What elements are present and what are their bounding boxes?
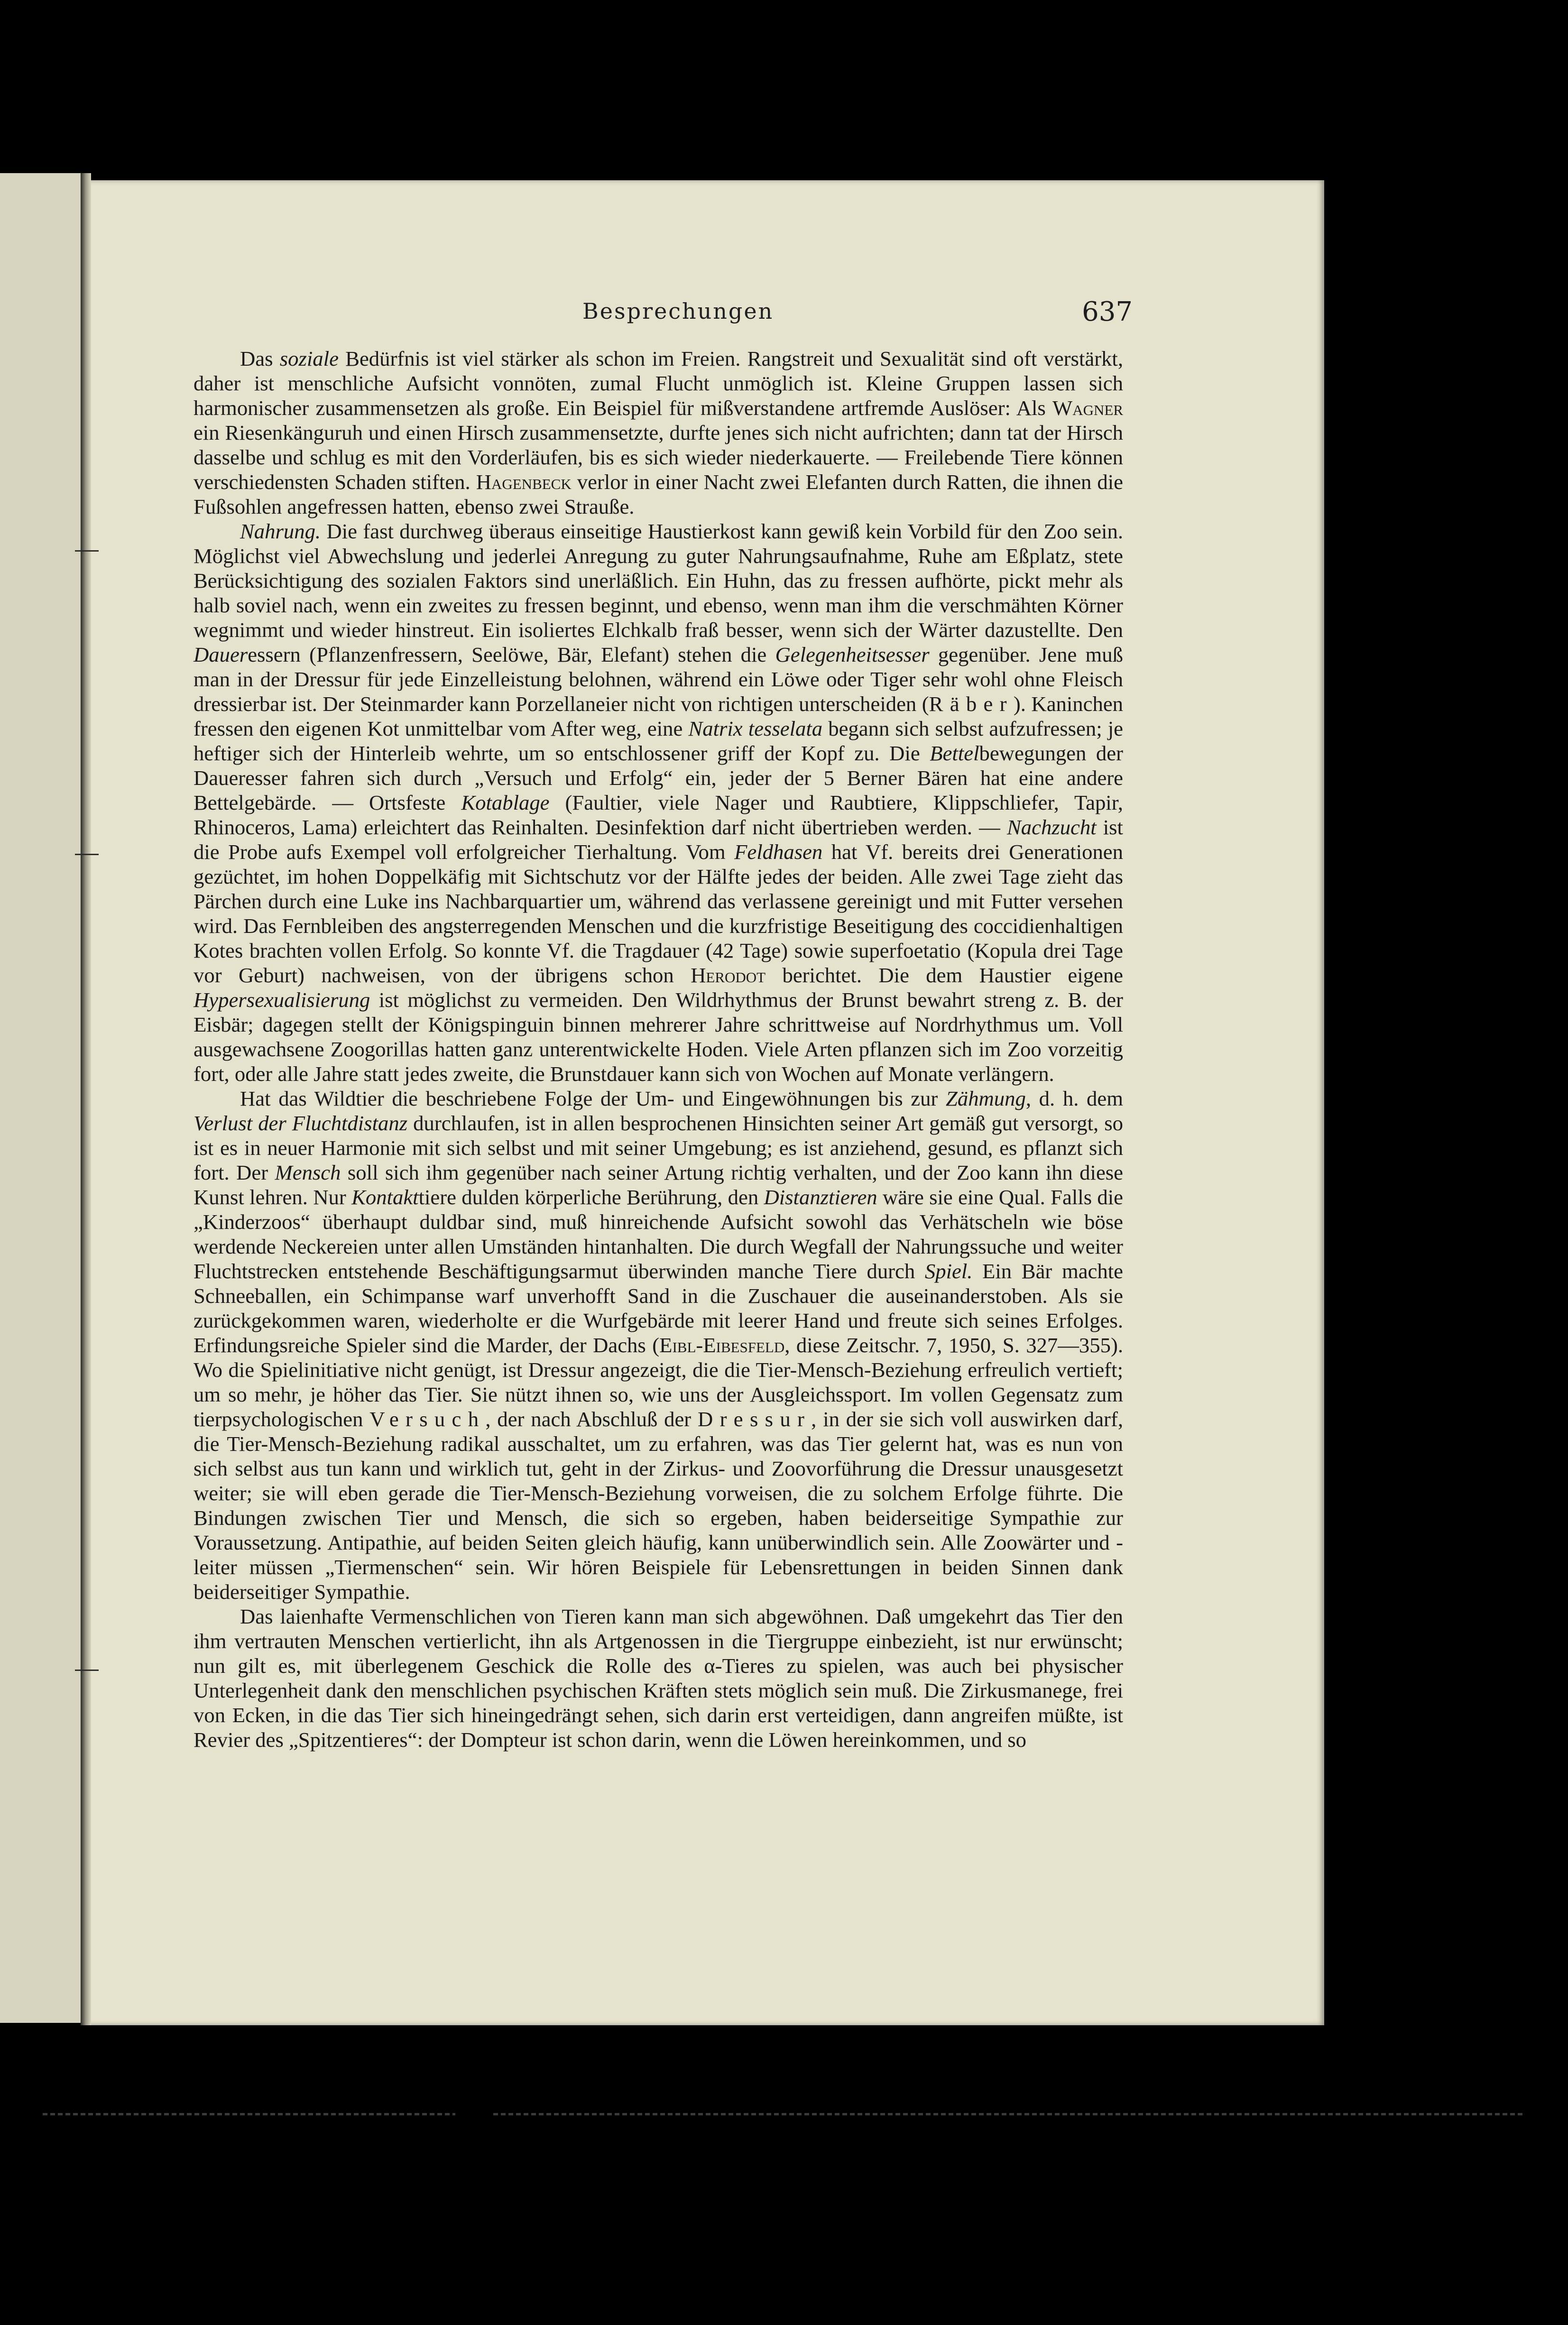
article-body bbox=[194, 346, 1123, 1752]
text-run: soll sich ihm gegenüber nach seiner Artung richtig verhalten, und der Zoo kann ihn diese Kunst lehren. Nur bbox=[194, 1161, 1123, 1209]
italic-term: Mensch bbox=[275, 1161, 341, 1184]
page-number: 637 bbox=[1082, 296, 1133, 327]
author-name: Hagenbeck bbox=[476, 470, 572, 494]
author-name: Herodot bbox=[691, 963, 766, 987]
paragraph bbox=[194, 1086, 1123, 1604]
spaced-term: Versuch bbox=[369, 1407, 486, 1431]
paragraph bbox=[194, 346, 1123, 519]
italic-term: Nahrung. bbox=[240, 519, 321, 543]
text-run: begann sich selbst aufzufressen; je heftiger sich der Hinterleib wehrte, um so entschlossener griff der Kopf zu. Die bbox=[194, 717, 1123, 765]
text-run: essern (Pflanzenfressern, Seelöwe, Bär, Elefant) stehen die bbox=[248, 643, 775, 666]
text-run: gegenüber. Jene muß man in der Dressur für jede Einzelleistung belohnen, während ein Löwe oder Tiger sehr wohl ohne Fleisch dressierbar ist. Der Steinmarder kann Porzellaneier nicht von richtigen unterscheiden ( bbox=[194, 643, 1123, 716]
italic-term: Dauer bbox=[194, 643, 248, 666]
italic-term: Zähmung bbox=[946, 1087, 1026, 1110]
text-run: ). Kaninchen fressen den eigenen Kot unmittelbar vom After weg, eine bbox=[194, 692, 1123, 740]
running-header bbox=[582, 296, 1133, 330]
italic-term: Kontakt bbox=[351, 1185, 419, 1209]
italic-term: Feldhasen bbox=[734, 840, 823, 864]
italic-term: Nachzucht bbox=[1006, 815, 1097, 839]
running-title: Besprechungen bbox=[582, 298, 774, 324]
text-run: , d. h. dem bbox=[1025, 1087, 1123, 1110]
text-run: Hat das Wildtier die beschriebene Folge der Um- und Eingewöhnungen bis zur bbox=[240, 1087, 946, 1110]
italic-term: Distanztieren bbox=[764, 1185, 877, 1209]
text-run: bewegungen der Daueresser fahren sich durch „Versuch und Erfolg“ ein, jeder der 5 Berner Bären hat eine andere Bettelgebärde. — Ortsfeste bbox=[194, 741, 1123, 814]
text-run: Ein Bär machte Schneeballen, ein Schimpanse warf unverhofft Sand in die Zuschauer die auseinanderstoben. Als sie zurückgekommen waren, wiederholte er die Wurfgebärde mit leerer Hand und freute sich seines Erfolges. Erfindungsreiche Spieler sind die Marder, der Dachs ( bbox=[194, 1259, 1123, 1357]
italic-term: Natrix tesselata bbox=[688, 717, 823, 740]
text-run: tiere dulden körperliche Berührung, den bbox=[418, 1185, 764, 1209]
italic-term: Hypersexualisierung bbox=[194, 988, 370, 1012]
text-run: durchlaufen, ist in allen besprochenen Hinsichten seiner Art gemäß gut versorgt, so ist es in neuer Harmonie mit sich selbst und mit seiner Umgebung; es ist anziehend, gesund, es pflanzt sich fort. Der bbox=[194, 1111, 1123, 1184]
spaced-term: Dressur bbox=[698, 1407, 812, 1431]
text-run: wäre sie eine Qual. Falls die „Kinderzoos“ überhaupt duldbar sind, muß hinreichende Aufsicht sowohl das Verhätscheln wie böse werdende Neckereien unter allen Umständen hintanhalten. Die durch Wegfall der Nahrungssuche und weiter Fluchtstrecken entstehende Beschäftigungsarmut überwinden manche Tiere durch bbox=[194, 1185, 1124, 1283]
italic-term: Spiel. bbox=[924, 1259, 973, 1283]
table-edge bbox=[43, 2113, 455, 2115]
text-run: , in der sie sich voll auswirken darf, die Tier-Mensch-Beziehung radikal ausschaltet, um zu erfahren, was das Tier gelernt hat, was es nun von sich selbst aus tun kann und wirklich tut, geht in der Zirkus- und Zoovorführung die Dressur unausgesetzt weiter; sie will eben gerade die Tier-Mensch-Beziehung vorweisen, die zu solchem Erfolge führte. Die Bindungen zwischen Tier und Mensch, die sich so ergeben, haben beiderseitige Sympathie zur Voraussetzung. Antipathie, auf beiden Seiten gleich häufig, kann unüberwindlich sein. Alle Zoowärter und -leiter müssen „Tiermenschen“ sein. Wir hören Beispiele für Lebensrettungen in beiden Sinnen dank beiderseitiger Sympathie. bbox=[194, 1407, 1123, 1604]
table-edge bbox=[493, 2113, 1522, 2115]
text-run: (Faultier, viele Nager und Raubtiere, Klippschliefer, Tapir, Rhinoceros, Lama) erleichtert das Reinhalten. Desinfektion darf nicht übertrieben werden. — bbox=[194, 791, 1123, 839]
italic-term: Gelegenheitsesser bbox=[775, 643, 930, 666]
text-run: Die fast durchweg überaus einseitige Haustierkost kann gewiß kein Vorbild für den Zoo sein. Möglichst viel Abwechslung und jederlei Anregung zu guter Nahrungsaufnahme, Ruhe am Eßplatz, stete Berücksichtigung des sozialen Faktors sind unerläßlich. Ein Huhn, das zu fressen aufhörte, pickt mehr als halb soviel nach, wenn ein zweites zu fressen beginnt, und ebenso, wenn man ihm die verschmähten Körner wegnimmt und wieder hinstreut. Ein isoliertes Elchkalb fraß besser, wenn sich der Wärter dazustellte. Den bbox=[194, 519, 1123, 642]
text-run: , der nach Abschluß der bbox=[485, 1407, 698, 1431]
text-run: ist die Probe aufs Exempel voll erfolgreicher Tierhaltung. Vom bbox=[194, 815, 1123, 864]
italic-term: soziale bbox=[279, 347, 339, 370]
text-run: ein Riesenkänguruh und einen Hirsch zusammensetzte, durfte jenes sich nicht aufrichten; dann tat der Hirsch dasselbe und schlug es mit den Vorderläufen, bis es sich wieder niederkauerte. — Freilebende Tiere können verschiedensten Schaden stiften. bbox=[194, 421, 1123, 494]
author-name: Wagner bbox=[1052, 396, 1123, 420]
page-gutter bbox=[81, 173, 91, 2025]
text-run: hat Vf. bereits drei Generationen gezüchtet, im hohen Doppelkäfig mit Sichtschutz vor der Hälfte jedes der beiden. Alle zwei Tage zieht das Pärchen durch eine Luke ins Nachbarquartier um, während das verlassene gereinigt und mit Futter versehen wird. Das Fernbleiben des angsterregenden Menschen und die kurzfristige Beseitigung des coccidienhaltigen Kotes brachten vollen Erfolg. So konnte Vf. die Tragdauer (42 Tage) sowie superfoetatio (Kopula drei Tage vor Geburt) nachweisen, von der übrigens schon bbox=[194, 840, 1123, 987]
left-page-edge bbox=[0, 173, 83, 2023]
margin-mark bbox=[75, 854, 99, 855]
paragraph bbox=[194, 519, 1123, 1086]
paragraph bbox=[194, 1604, 1123, 1752]
text-run: berichtet. Die dem Haustier eigene bbox=[766, 963, 1123, 987]
text-run: ist möglichst zu vermeiden. Den Wildrhythmus der Brunst bewahrt streng z. B. der Eisbär; dagegen stellt der Königspinguin binnen mehrerer Jahre schrittweise auf Nordrhythmus um. Voll ausgewachsene Zoogorillas hatten ganz unterentwickelte Hoden. Viele Arten pflanzen sich im Zoo vorzeitig fort, oder alle Jahre statt jedes zweite, die Brunstdauer kann sich von Wochen auf Monate verlängern. bbox=[194, 988, 1123, 1086]
margin-mark bbox=[75, 1670, 99, 1671]
text-run: Das laienhafte Vermenschlichen von Tieren kann man sich abgewöhnen. Daß umgekehrt das Tier den ihm vertrauten Menschen vertierlicht, ihn als Artgenossen in die Tiergruppe einbezieht, ist nur erwünscht; nun gilt es, mit überlegenem Geschick die Rolle des α-Tieres zu spielen, was auch bei physischer Unterlegenheit dank den menschlichen psychischen Kräften stets möglich sein muß. Die Zirkusmanege, frei von Ecken, in die das Tier sich hineingedrängt sehen, sich darin erst verteidigen, dann angreifen müßte, ist Revier des „Spitzentieres“: der Dompteur ist schon darin, wenn die Löwen hereinkommen, und so bbox=[194, 1605, 1123, 1752]
margin-mark bbox=[75, 550, 99, 552]
italic-term: Verlust der Fluchtdistanz bbox=[194, 1111, 408, 1135]
text-run: verlor in einer Nacht zwei Elefanten durch Ratten, die ihnen die Fußsohlen angefressen hatten, ebenso zwei Strauße. bbox=[194, 470, 1123, 518]
text-run: Das bbox=[240, 347, 280, 370]
author-name: Eibl-Eibesfeld bbox=[659, 1333, 785, 1357]
text-run: , diese Zeitschr. 7, 1950, S. 327—355). Wo die Spielinitiative nicht genügt, ist Dressur angezeigt, die die Tier-Mensch-Beziehung erfreulich vertieft; um so mehr, je höher das Tier. Sie nützt ihnen so, wie uns der Ausgleichssport. Im vollen Gegensatz zum tierpsychologischen bbox=[194, 1333, 1124, 1431]
italic-term: Kotablage bbox=[461, 791, 550, 814]
spaced-term: Räber bbox=[929, 692, 1014, 716]
text-run: Bedürfnis ist viel stärker als schon im Freien. Rangstreit und Sexualität sind oft verstärkt, daher ist menschliche Aufsicht vonnöten, zumal Flucht unmöglich ist. Kleine Gruppen lassen sich harmonischer zusammensetzen als große. Ein Beispiel für mißverstandene artfremde Auslöser: Als bbox=[194, 347, 1124, 420]
italic-term: Bettel bbox=[930, 741, 979, 765]
